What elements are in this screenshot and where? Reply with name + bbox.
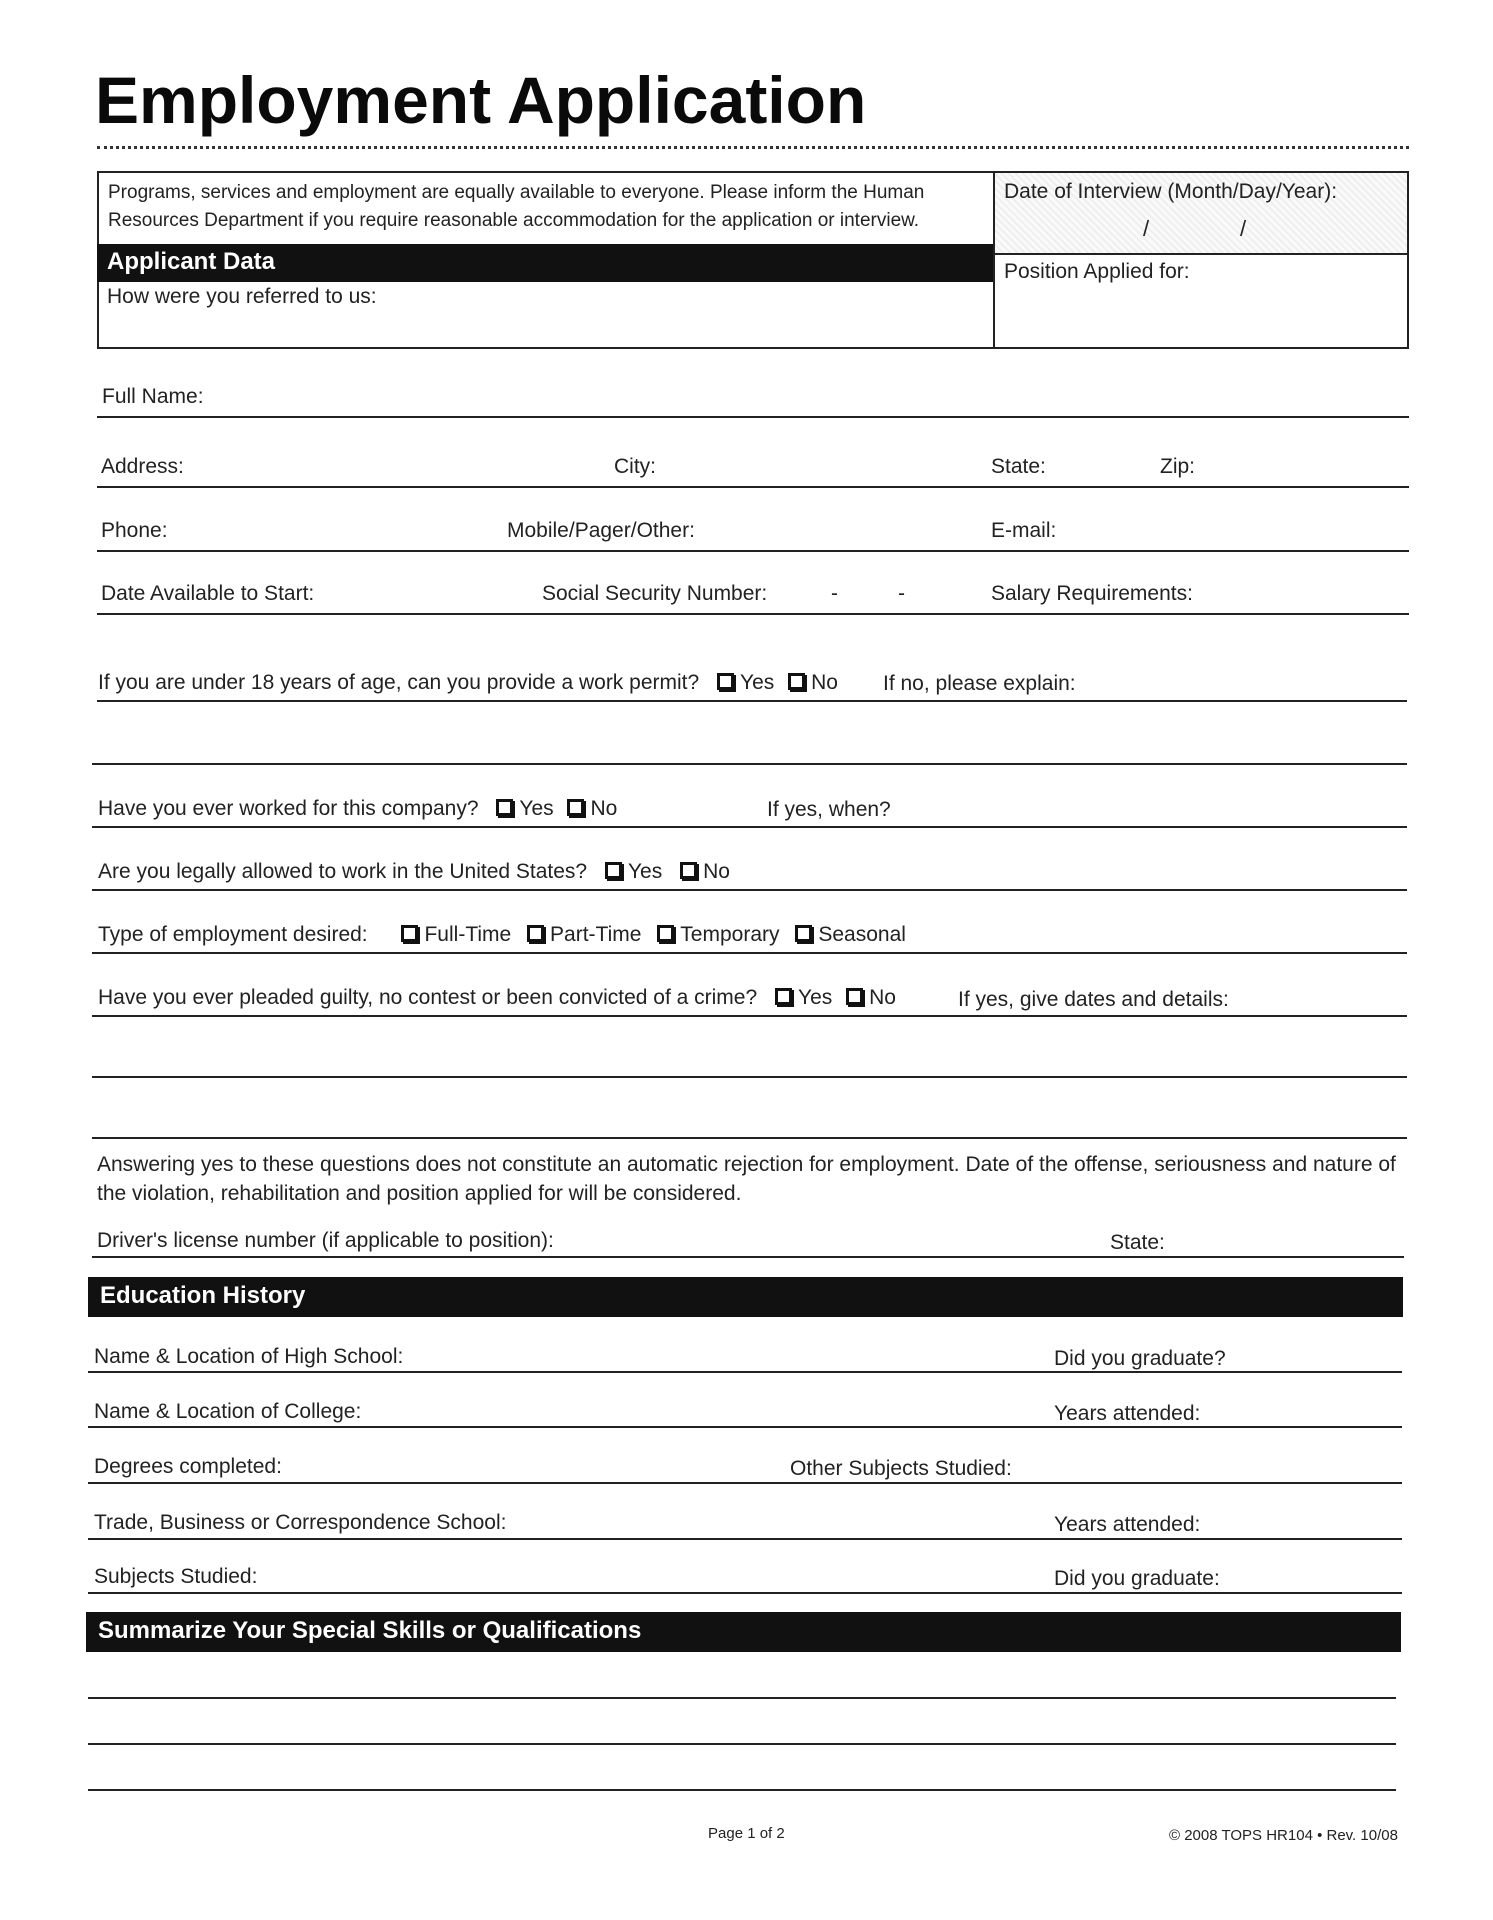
checkbox[interactable] bbox=[496, 799, 513, 816]
crime-question: Have you ever pleaded guilty, no contest or been convicted of a crime? Yes No bbox=[98, 986, 896, 1009]
degrees-field[interactable] bbox=[88, 1482, 1402, 1484]
worked-here-yes[interactable]: Yes bbox=[496, 797, 553, 820]
college-label: Name & Location of College: bbox=[94, 1400, 362, 1423]
work-permit-text: If you are under 18 years of age, can you provide a work permit? bbox=[98, 671, 700, 694]
crime-details-field[interactable] bbox=[92, 1076, 1407, 1078]
position-applied-label: Position Applied for: bbox=[1004, 260, 1190, 283]
worked-here-question: Have you ever worked for this company? Yes No bbox=[98, 797, 618, 820]
checkbox[interactable] bbox=[846, 988, 863, 1005]
crime-yes[interactable]: Yes bbox=[775, 986, 832, 1009]
mobile-label: Mobile/Pager/Other: bbox=[507, 519, 695, 542]
trade-years-label: Years attended: bbox=[1054, 1513, 1201, 1536]
college-years-label: Years attended: bbox=[1054, 1402, 1201, 1425]
high-school-label: Name & Location of High School: bbox=[94, 1345, 404, 1368]
worked-here-when-label: If yes, when? bbox=[767, 798, 891, 821]
section-applicant-data: Applicant Data bbox=[97, 244, 993, 282]
option-seasonal[interactable]: Seasonal bbox=[795, 923, 906, 946]
page-title: Employment Application bbox=[95, 63, 867, 137]
city-label: City: bbox=[614, 455, 656, 478]
crime-details-label: If yes, give dates and details: bbox=[958, 988, 1229, 1011]
title-divider bbox=[97, 146, 1409, 149]
checkbox[interactable] bbox=[401, 925, 418, 942]
work-permit-yes[interactable]: Yes bbox=[717, 671, 774, 694]
full-name-field[interactable] bbox=[97, 416, 1409, 418]
legal-no[interactable]: No bbox=[680, 860, 730, 883]
checkbox[interactable] bbox=[605, 862, 622, 879]
work-permit-no[interactable]: No bbox=[788, 671, 838, 694]
checkbox[interactable] bbox=[717, 673, 734, 690]
license-field[interactable] bbox=[92, 1256, 1404, 1258]
phone-label: Phone: bbox=[101, 519, 168, 542]
phone-field[interactable] bbox=[97, 550, 1409, 552]
employment-type-question: Type of employment desired: Full-Time Part-Time Temporary Seasonal bbox=[98, 923, 906, 946]
checkbox[interactable] bbox=[527, 925, 544, 942]
ssn-dash: - bbox=[898, 582, 905, 605]
worked-here-no[interactable]: No bbox=[567, 797, 617, 820]
crime-details-field[interactable] bbox=[92, 1137, 1407, 1139]
employment-type-field[interactable] bbox=[92, 952, 1407, 954]
skills-field[interactable] bbox=[88, 1697, 1396, 1699]
checkbox[interactable] bbox=[775, 988, 792, 1005]
trade-school-label: Trade, Business or Correspondence School: bbox=[94, 1511, 507, 1534]
date-separator: / bbox=[1143, 216, 1150, 241]
work-permit-explain-label: If no, please explain: bbox=[883, 672, 1076, 695]
checkbox[interactable] bbox=[657, 925, 674, 942]
position-applied-field[interactable] bbox=[995, 292, 1405, 346]
checkbox[interactable] bbox=[795, 925, 812, 942]
option-temporary[interactable]: Temporary bbox=[657, 923, 779, 946]
work-permit-explain-field[interactable] bbox=[92, 763, 1407, 765]
date-separator: / bbox=[1240, 216, 1247, 241]
license-state-label: State: bbox=[1110, 1231, 1165, 1254]
section-skills: Summarize Your Special Skills or Qualifications bbox=[86, 1612, 1401, 1652]
trade-school-field[interactable] bbox=[88, 1538, 1402, 1540]
checkbox[interactable] bbox=[788, 673, 805, 690]
salary-label: Salary Requirements: bbox=[991, 582, 1193, 605]
checkbox[interactable] bbox=[567, 799, 584, 816]
copyright: © 2008 TOPS HR104 • Rev. 10/08 bbox=[1169, 1827, 1398, 1844]
crime-field[interactable] bbox=[92, 1015, 1407, 1017]
full-name-label: Full Name: bbox=[102, 385, 204, 408]
checkbox[interactable] bbox=[680, 862, 697, 879]
option-full-time[interactable]: Full-Time bbox=[401, 923, 511, 946]
section-education-history: Education History bbox=[88, 1277, 1403, 1317]
zip-label: Zip: bbox=[1160, 455, 1196, 478]
work-permit-question bbox=[98, 671, 838, 695]
crime-no[interactable]: No bbox=[846, 986, 896, 1009]
date-of-interview-label: Date of Interview (Month/Day/Year): bbox=[1004, 180, 1338, 203]
skills-field[interactable] bbox=[88, 1743, 1396, 1745]
trade-graduate-label: Did you graduate: bbox=[1054, 1567, 1220, 1590]
worked-here-field[interactable] bbox=[92, 826, 1407, 828]
legal-question: Are you legally allowed to work in the United States? Yes No bbox=[98, 860, 730, 883]
date-available-field[interactable] bbox=[97, 613, 1409, 615]
license-label: Driver's license number (if applicable to position): bbox=[97, 1229, 554, 1252]
ssn-label: Social Security Number: bbox=[542, 582, 768, 605]
legal-field[interactable] bbox=[92, 889, 1407, 891]
email-label: E-mail: bbox=[991, 519, 1057, 542]
address-label: Address: bbox=[101, 455, 184, 478]
high-school-field[interactable] bbox=[88, 1371, 1402, 1373]
college-field[interactable] bbox=[88, 1426, 1402, 1428]
referred-label: How were you referred to us: bbox=[107, 285, 377, 308]
page-number: Page 1 of 2 bbox=[708, 1825, 785, 1842]
disclaimer-text: Answering yes to these questions does not constitute an automatic rejection for employment. Date of the offense, seriousness and nature of the violation, rehabilitation and position applied for will be considered. bbox=[97, 1153, 1396, 1205]
skills-field[interactable] bbox=[88, 1789, 1396, 1791]
other-subjects-label: Other Subjects Studied: bbox=[790, 1457, 1012, 1480]
work-permit-field[interactable] bbox=[97, 700, 1407, 702]
address-field[interactable] bbox=[97, 486, 1409, 488]
subjects-label: Subjects Studied: bbox=[94, 1565, 258, 1588]
ssn-dash: - bbox=[831, 582, 838, 605]
accommodation-notice: Programs, services and employment are equally available to everyone. Please inform the Human Resources Department if you require reasonable accommodation for the application or interview. bbox=[108, 182, 925, 231]
legal-yes[interactable]: Yes bbox=[605, 860, 662, 883]
state-label: State: bbox=[991, 455, 1046, 478]
degrees-label: Degrees completed: bbox=[94, 1455, 282, 1478]
did-graduate-label: Did you graduate? bbox=[1054, 1347, 1226, 1370]
subjects-field[interactable] bbox=[88, 1592, 1402, 1594]
option-part-time[interactable]: Part-Time bbox=[527, 923, 641, 946]
date-available-label: Date Available to Start: bbox=[101, 582, 315, 605]
